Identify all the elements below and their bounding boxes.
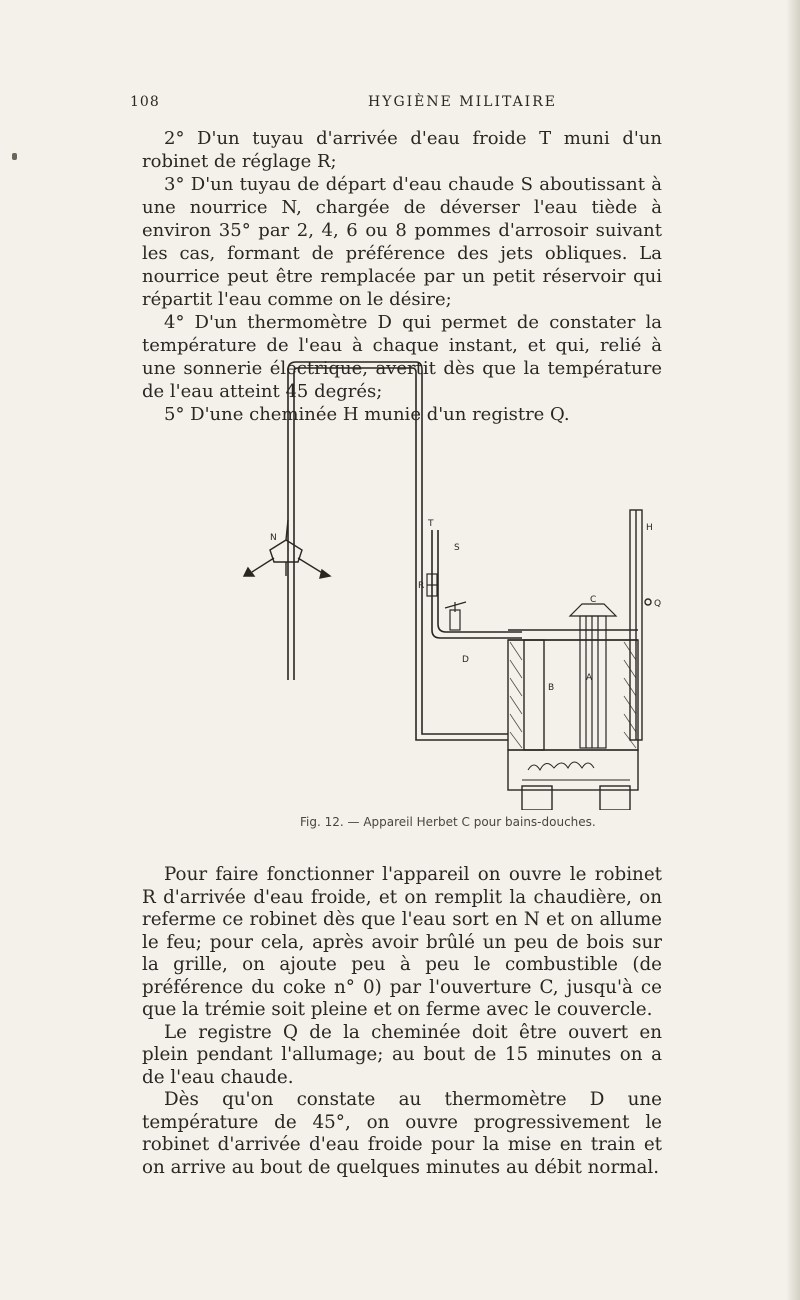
paragraph-item-4: 4° D'un thermomètre D qui permet de constater la température de l'eau à chaque instant, et qui, relié à une sonnerie électrique, avertit dès que la température de l'eau atteint 45 degrés; bbox=[142, 312, 662, 402]
paragraph-operation: Pour faire fonctionner l'appareil on ouvre le robinet R d'arrivée d'eau froide, et on remplit la chaudière, on referme ce robinet dès que l'eau sort en N et on allume le feu; pour cela, après avoir brûlé un peu de bois sur la grille, on ajoute peu à peu le combustible (de préférence du coke n° 0) par l'ouverture C, jusqu'à ce que la trémie soit pleine et on ferme avec le couvercle. bbox=[142, 864, 662, 1020]
label-b: B bbox=[548, 683, 555, 693]
page-number: 108 bbox=[130, 94, 160, 110]
label-r: R bbox=[418, 581, 425, 591]
paragraph-item-5: 5° D'une cheminée H munie d'un registre Q. bbox=[164, 404, 570, 425]
figure-apparatus-diagram bbox=[240, 340, 680, 810]
label-q: Q bbox=[654, 599, 662, 609]
paragraph-item-2: 2° D'un tuyau d'arrivée d'eau froide T muni d'un robinet de réglage R; bbox=[142, 128, 662, 172]
label-d: D bbox=[462, 655, 469, 665]
page-edge-shadow bbox=[786, 0, 800, 1300]
label-c: C bbox=[590, 595, 597, 605]
label-n: N bbox=[270, 533, 277, 543]
lower-text-block bbox=[142, 864, 662, 1179]
label-s: S bbox=[454, 543, 460, 553]
paragraph-item-3: 3° D'un tuyau de départ d'eau chaude S aboutissant à une nourrice N, chargée de déverser l'eau tiède à environ 35° par 2, 4, 6 ou 8 pommes d'arrosoir suivant les cas, formant de préférence des jets obliques. La nourrice peut être remplacée par un petit réservoir qui répartit l'eau comme on le désire; bbox=[142, 174, 662, 310]
paragraph-registre: Le registre Q de la cheminée doit être ouvert en plein pendant l'allumage; au bout de 15 minutes on a de l'eau chaude. bbox=[142, 1021, 662, 1088]
label-t: T bbox=[428, 519, 434, 529]
label-a: A bbox=[586, 673, 593, 683]
running-title: HYGIÈNE MILITAIRE bbox=[368, 94, 557, 110]
figure-caption: Fig. 12. — Appareil Herbet C pour bains-douches. bbox=[300, 815, 596, 829]
paragraph-thermometre: Dès qu'on constate au thermomètre D une température de 45°, on ouvre progressivement le robinet d'arrivée d'eau froide pour la mise en train et on arrive au bout de quelques minutes au débit normal. bbox=[142, 1089, 662, 1178]
margin-mark bbox=[12, 153, 17, 160]
label-h: H bbox=[646, 523, 653, 533]
running-header bbox=[130, 94, 670, 118]
